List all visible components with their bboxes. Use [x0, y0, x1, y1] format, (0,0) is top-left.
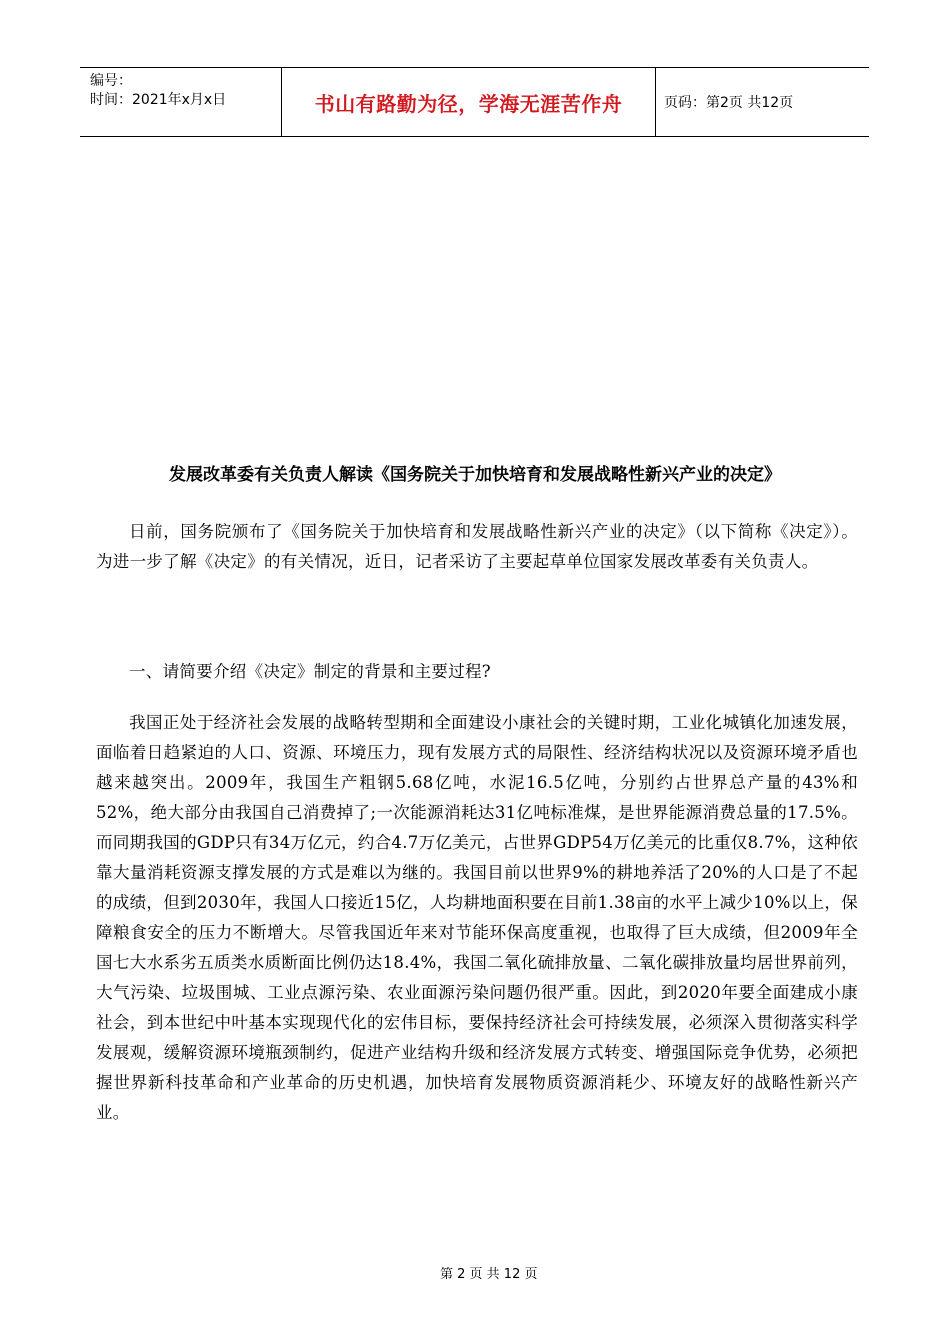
- header-page-label: 页码：第2页 共12页: [664, 95, 794, 111]
- number-label: 编号：: [90, 73, 132, 89]
- paragraph-intro: 日前，国务院颁布了《国务院关于加快培育和发展战略性新兴产业的决定》（以下简称《决定》）。为进一步了解《决定》的有关情况，近日，记者采访了主要起草单位国家发展改革委有关负责人。: [96, 522, 858, 571]
- paragraph-answer-1: 我国正处于经济社会发展的战略转型期和全面建设小康社会的关键时期，工业化城镇化加速发展，面临着日趋紧迫的人口、资源、环境压力，现有发展方式的局限性、经济结构状况以及资源环境矛盾也越来越突出。2009年，我国生产粗钢5.68亿吨，水泥16.5亿吨，分别约占世界总产量的43%和52%，绝大部分由我国自己消费掉了;一次能源消耗达31亿吨标准煤，是世界能源消费总量的17.5%。而同期我国的GDP只有34万亿元，约合4.7万亿美元，占世界GDP54万亿美元的比重仅8.7%，这种依靠大量消耗资源支撑发展的方式是难以为继的。我国目前以世界9%的耕地养活了20%的人口是了不起的成绩，但到2030年，我国人口接近15亿，人均耕地面积要在目前1.38亩的水平上减少10%以上，保障粮食安全的压力不断增大。尽管我国近年来对节能环保高度重视，也取得了巨大成绩，但2009年全国七大水系劣五质类水质断面比例仍达18.4%，我国二氧化硫排放量、二氧化碳排放量均居世界前列，大气污染、垃圾围城、工业点源污染、农业面源污染问题仍很严重。因此，到2020年要全面建成小康社会，到本世纪中叶基本实现现代化的宏伟目标，要保持经济社会可持续发展，必须深入贯彻落实科学发展观，缓解资源环境瓶颈制约，促进产业结构升级和经济发展方式转变、增强国际竞争优势，必须把握世界新科技革命和产业革命的历史机遇，加快培育发展物质资源消耗少、环境友好的战略性新兴产业。: [96, 713, 858, 1122]
- time-label: 时间：2021年x月x日: [90, 92, 227, 108]
- page-footer: 第 2 页 共 12 页: [440, 1267, 538, 1282]
- header-meta: [80, 68, 282, 136]
- page-header: [80, 67, 869, 137]
- header-motto: 书山有路勤为径，学海无涯苦作舟: [282, 68, 656, 136]
- paragraph-question-1: 一、请简要介绍《决定》制定的背景和主要过程?: [129, 662, 491, 681]
- document-title: 发展改革委有关负责人解读《国务院关于加快培育和发展战略性新兴产业的决定》: [169, 465, 781, 485]
